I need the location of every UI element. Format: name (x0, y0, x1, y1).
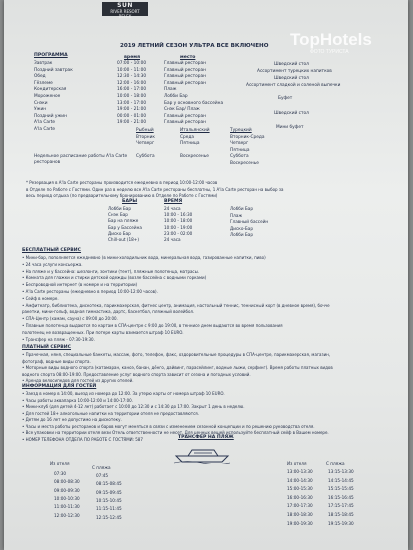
meal-place: Плаж (164, 87, 177, 93)
meal-place: Главный ресторан (164, 67, 206, 73)
alacarte-day: Воскресенье (180, 154, 209, 160)
alacarte-day: Пятница (230, 147, 250, 153)
transfer-time: 07:30 (54, 471, 67, 476)
bar-place: Главный бассейн (230, 219, 269, 225)
bar-time: 10:00 - 18:00 (164, 218, 193, 224)
transfer-time: 10:00-10:30 (54, 495, 80, 501)
alacarte-col-header: Рыбный (136, 128, 154, 133)
to-beach-label-a: С пляжа (92, 465, 111, 470)
free-service-item: • Плавные полотенца выдаются по картам в СПА-центре с 9:00 до 19:00, в теннисе днем выдаются во время пользования (22, 323, 283, 328)
transfer-time: 09:15-09:45 (96, 489, 122, 495)
right-line4: Ассортимент сладкой и соленой выпечки (246, 83, 341, 88)
free-service-item: • На пляже и у бассейна: шезлонги, зонтики (тент), пляжные полотенца, матрасы. (22, 268, 200, 274)
meal-place: Главный ресторан (164, 74, 206, 80)
alacarte-col-header: Итальянский (180, 128, 210, 133)
page-title: 2019 ЛЕТНИЙ СЕЗОН УЛЬТРА ВСЕ ВКЛЮЧЕНО (120, 43, 269, 49)
from-hotel-label-a: Из отеля (50, 461, 70, 466)
transfer-time: 14:00-14:30 (287, 477, 313, 483)
right-line5: Буфет (278, 96, 293, 101)
hotel-logo (102, 2, 148, 19)
alacarte-schedule-title: Недельное расписание работы A'la Carte ресторанов (34, 154, 128, 166)
bar-time: 24 часа (164, 206, 181, 211)
transfer-time: 12:15-12:45 (96, 514, 122, 520)
meal-place: Главный ресторан (164, 61, 206, 66)
transfer-time: 09:00-09:30 (54, 487, 80, 493)
transfer-time: 17:00-17:30 (287, 503, 313, 509)
bar-place: Диско-Бар (230, 225, 253, 231)
bar-name: Chill-out (18+) (108, 237, 139, 242)
bar-name: Лобби Бар (108, 206, 132, 211)
transfer-time: 12:00-12:30 (54, 512, 80, 518)
transfer-time: 13:15-13:30 (328, 469, 354, 474)
alacarte-day: Суббота (136, 154, 155, 160)
meal-name: Поздний ужин (34, 113, 67, 119)
watermark-sub: ФОТО ТУРИСТА (310, 49, 349, 55)
free-service-item: • Беспроводной интернет (в номере и на территории) (22, 282, 138, 288)
transfer-time: 07:45 (96, 473, 109, 478)
transfer-time: 10:15-10:45 (96, 497, 122, 503)
transfer-time: 19:15-19:30 (328, 520, 354, 526)
info-item: • Все упаковки на территории отеля вези Отель ответственности не несет. Для ценных вещей используйте бесплатный сейф в Вашем номере. (22, 430, 329, 435)
paid-service-item: водного спорта 08:00-19:00. Предоставление услуг водного спорта зависит от сезона и погодных условий. (22, 371, 251, 377)
meal-place: Бар у основного бассейна (164, 100, 224, 106)
meal-name: A'la Carte (34, 120, 56, 126)
transfer-time: 08:15-08:45 (96, 481, 122, 487)
alacarte-day: Воскресенье (230, 160, 259, 166)
bars-time-header: ВРЕМЯ (164, 199, 183, 204)
alacarte-label: A'la Carte (34, 127, 56, 132)
alacarte-day: Четверг (230, 141, 249, 147)
meal-place: Главный ресторан (164, 120, 206, 126)
bars-header: БАРЫ (122, 199, 138, 204)
transfer-time: 11:15-11:45 (96, 506, 122, 512)
alacarte-day: Суббота (230, 154, 249, 160)
meal-time: 13:00 - 17:00 (117, 100, 147, 106)
meal-name: Завтрак (34, 61, 53, 66)
meal-place: Главный ресторан (164, 113, 206, 119)
schedule-sheet (4, 0, 408, 550)
info-item: • Часы и места работы ресторанов и баров могут меняться в связи с изменением сезонной концепции и по решению руководства отеля. (22, 423, 315, 429)
bar-time: 10:00 - 16:30 (164, 212, 193, 218)
paid-service-title: ПЛАТНЫЙ СЕРВИС (22, 345, 71, 350)
place-header: место (180, 55, 196, 60)
transfer-time: 13:00-13:30 (287, 469, 313, 474)
meal-name: Ужин (34, 107, 47, 113)
free-service-item: • Мини-бар, пополняется ежедневно (в мини-холодильник вода, минеральная вода, газированные напитки, пиво) (22, 255, 266, 260)
free-service-item: ракетки, мини-гольф, водная гимнастика, дартс, баскетбол, пляжный волейбол. (22, 309, 195, 315)
meal-time: 10:00 - 18:00 (117, 94, 147, 99)
free-service-item: полотенец не возвращенных. При потере карты взимается штраф 10 EURO. (22, 329, 184, 335)
note-1: * Резервация в A'la Carte рестораны производится ежедневно в период 10:00-12:00 часов (26, 180, 218, 185)
info-item: • Детям до 16 лет не допустимо на дискотеку. (22, 417, 122, 422)
right-line2: Ассортимент турецких напитков (257, 69, 332, 74)
bar-place: Плаж (230, 212, 243, 218)
bar-time: 23:00 - 02:00 (164, 230, 193, 236)
info-item: • Заезд в номер в 14:00, выезд из номера до 12:00. За утерю карты от номера штраф 10 EURO. (22, 391, 225, 396)
bar-name: Диско Бар (108, 230, 131, 236)
right-line7: Мини буфет (276, 125, 304, 130)
bar-time: 24 часа (164, 237, 181, 242)
from-hotel-label-b: Из отеля (287, 461, 307, 466)
transfer-time: 14:15-14:45 (328, 477, 354, 483)
meal-place: Снэк Бар/ Плаж (164, 107, 200, 113)
meal-name: Кондитерская (34, 87, 67, 93)
meal-time: 19:00 - 21:00 (117, 120, 147, 126)
right-line3: Шведский стол (274, 76, 309, 81)
free-service-title: БЕСПЛАТНЫЙ СЕРВИС (22, 248, 82, 253)
free-service-item: • Трансфер на пляж - 07:30-19:30. (22, 336, 95, 342)
bar-name: Бар у Бассейна (108, 224, 142, 230)
meal-time: 16:00 - 17:00 (117, 87, 147, 93)
time-header: время (124, 55, 141, 60)
meal-time: 00:00 - 01:00 (117, 113, 147, 119)
alacarte-day: Четверг (136, 141, 155, 147)
meal-place: Лобби Бар (164, 94, 188, 99)
alacarte-day: Пятница (180, 141, 200, 147)
meal-time: 12:00 - 16:00 (117, 80, 147, 86)
boat-icon (172, 442, 232, 464)
info-item: • Для гостей 18+ алкогольные напитки на территории отеля не предоставляются. (22, 410, 199, 416)
free-service-item: • Комната для глажки и стирки детской одежды (возле бассейна с водными горками) (22, 275, 207, 281)
program-header: ПРОГРАММА (34, 53, 68, 58)
meal-place: Главный ресторан (164, 80, 206, 86)
meal-time: 12:30 - 14:30 (117, 74, 147, 80)
bar-name: Бар на пляже (108, 218, 139, 224)
bar-place: Лобби Бар (230, 232, 254, 238)
free-service-item: • A'la Carte рестораны (ежедневно в период 10:00-12:00 часов). (22, 289, 158, 294)
transfer-time: 18:15-18:45 (328, 512, 354, 517)
meal-name: Гёзлеме (34, 80, 53, 86)
bar-time: 10:00 - 19:00 (164, 224, 193, 230)
info-item: • Мини-клуб (для детей 4-12 лет) работает с 10:00 до 12:30 и с 14:30 до 17:00. Закрыт 1 день в неделю. (22, 404, 245, 409)
meal-time: 19:00 - 21:00 (117, 107, 147, 113)
meal-time: 10:00 - 11:00 (117, 67, 147, 73)
alacarte-day: Среда (180, 135, 194, 140)
meal-name: Поздний завтрак (34, 67, 73, 73)
bar-name: Снэк Бар (108, 212, 128, 218)
transfer-time: 17:15-17:45 (328, 503, 354, 509)
paid-service-item: • Аренда велосипедов для гостей из других отелей. (22, 378, 134, 383)
paid-service-item: фотограф, водные виды спорта. (22, 358, 91, 364)
free-service-item: • Амфитеатр, библиотека, дискотека, парикмахерская, фитнес центр, анимация, настольный теннис, теннисный корт (в дневное время), бочче (22, 302, 330, 308)
free-service-item: • Сейф в номере. (22, 295, 59, 301)
transfer-time: 19:00-19:30 (287, 520, 313, 526)
transfer-time: 08:00-08:30 (54, 479, 80, 485)
info-item: • НОМЕР ТЕЛЕФОНА ОТДЕЛА ПО РАБОТЕ С ГОСТЯМИ: 587 (22, 436, 143, 442)
right-line1: Шведский стол (274, 62, 309, 67)
info-title: ИНФОРМАЦИЯ ДЛЯ ГОСТЕЙ (22, 384, 97, 389)
transfer-title: ТРАНСФЕР НА ПЛЯЖ (178, 435, 234, 440)
logo-line1: SUN (117, 2, 133, 9)
to-beach-label-b: С пляжа (326, 461, 345, 466)
info-item: • Часы работы аквапарка 10:00-12:00 и 14:00-17:00. (22, 397, 133, 403)
transfer-time: 16:00-16:30 (287, 494, 313, 500)
transfer-time: 11:00-11:30 (54, 504, 80, 510)
transfer-time: 16:15-16:45 (328, 494, 354, 500)
bar-place: Лобби Бар (230, 206, 254, 211)
watermark-brand: TopHotels (290, 30, 372, 49)
transfer-time: 15:15-15:45 (328, 486, 354, 492)
transfer-time: 18:00-18:30 (287, 512, 313, 517)
alacarte-col-header: Турецкий (230, 128, 252, 133)
paid-service-item: • Прачечная, няня, специальные банкеты, массаж, фото, телефон, факс, оздоровительные процедуры в СПА-центре, парикмахерская, магазин, (22, 352, 331, 357)
note-3: весь период отдыха (по предварительному бронированию в Отделе по Работе с Гостями) (26, 193, 218, 198)
paid-service-item: • Моторные виды водного спорта (катамаран, каноэ, банан, дёнго, дайвинг, парасейлинг, водные лыжи, серфинг). Время работы платных видов (22, 365, 333, 370)
alacarte-day: Вторник-Среда (230, 135, 265, 140)
logo-line2: RIVER RESORT (110, 9, 140, 14)
meal-time: 07:00 - 10:00 (117, 61, 147, 66)
free-service-item: • СПА-Центр (хамам, сауна) с 09:00 до 20:00. (22, 316, 118, 322)
meal-name: Мороженое (34, 94, 61, 99)
note-2: в Отделе по Работе с Гостями. Один раз в неделю все A'la Carte рестораны бесплатны, 1 A'la Carte ресторан на выбор за (26, 187, 284, 192)
meal-name: Снэки (34, 100, 48, 106)
free-service-item: • 24 часа услуги консьержа. (22, 261, 83, 267)
alacarte-day: Вторник (136, 135, 156, 140)
transfer-time: 15:00-15:30 (287, 486, 313, 492)
right-line6: Шведский стол (274, 111, 309, 116)
meal-name: Обед (34, 74, 46, 80)
logo-line3: BELEK (118, 14, 132, 19)
